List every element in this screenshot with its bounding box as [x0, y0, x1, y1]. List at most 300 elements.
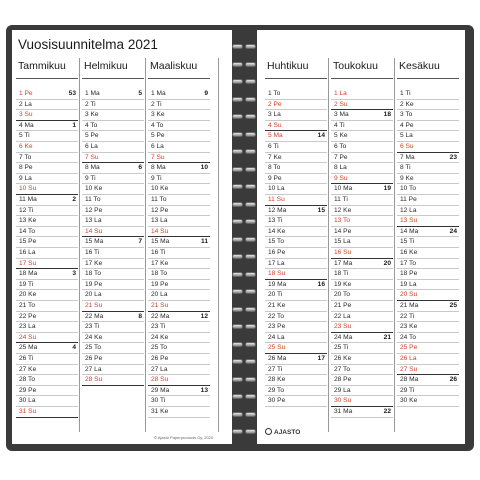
- day-row[interactable]: [397, 121, 459, 132]
- day-row[interactable]: [148, 110, 210, 121]
- day-label: 10 Ke: [151, 185, 169, 193]
- month-header-rule: [82, 78, 144, 79]
- day-label: 5 Ke: [334, 132, 348, 140]
- day-label: 4 Ma: [19, 121, 34, 129]
- day-label: 19 Pe: [151, 280, 169, 288]
- day-row[interactable]: [397, 248, 459, 259]
- day-row[interactable]: [82, 89, 144, 100]
- day-row[interactable]: [397, 195, 459, 206]
- day-row[interactable]: [16, 375, 78, 386]
- day-row[interactable]: [148, 375, 210, 386]
- day-row[interactable]: [331, 153, 393, 164]
- day-row[interactable]: [331, 396, 393, 407]
- day-row[interactable]: [265, 237, 327, 248]
- day-row[interactable]: [82, 375, 144, 386]
- day-row[interactable]: [397, 142, 459, 153]
- day-row[interactable]: [148, 153, 210, 164]
- day-row[interactable]: [16, 131, 78, 142]
- day-row[interactable]: [82, 163, 144, 174]
- day-row[interactable]: [265, 259, 327, 270]
- day-row[interactable]: [331, 195, 393, 206]
- day-label: 17 Ke: [85, 259, 103, 267]
- day-row[interactable]: [265, 396, 327, 407]
- day-row[interactable]: [331, 301, 393, 312]
- day-row[interactable]: [16, 195, 78, 206]
- day-label: 18 To: [151, 270, 168, 278]
- day-row[interactable]: [16, 184, 78, 195]
- day-row[interactable]: [16, 153, 78, 164]
- day-row[interactable]: [397, 343, 459, 354]
- day-label: 9 La: [19, 174, 32, 182]
- day-row[interactable]: [82, 100, 144, 111]
- day-label: 5 Pe: [151, 132, 165, 140]
- day-row[interactable]: [82, 131, 144, 142]
- day-label: 24 Ke: [85, 333, 103, 341]
- day-label: 19 La: [400, 280, 417, 288]
- day-row[interactable]: [16, 216, 78, 227]
- day-label: 11 Pe: [400, 196, 417, 203]
- day-row[interactable]: [82, 110, 144, 121]
- day-row[interactable]: [16, 322, 78, 333]
- day-row[interactable]: [148, 121, 210, 132]
- day-row[interactable]: [265, 333, 327, 344]
- day-label: 3 Su: [19, 111, 33, 119]
- day-label: 28 Ke: [268, 376, 286, 384]
- day-label: 26 Pe: [151, 355, 169, 362]
- spiral-ring: [232, 219, 257, 224]
- day-label: 20 La: [151, 291, 168, 299]
- day-row[interactable]: [148, 322, 210, 333]
- day-row[interactable]: [82, 290, 144, 301]
- day-row[interactable]: [16, 280, 78, 291]
- day-row[interactable]: [331, 142, 393, 153]
- day-row[interactable]: [331, 259, 393, 270]
- day-label: 3 Ma: [334, 111, 349, 119]
- day-row[interactable]: [265, 386, 327, 397]
- day-label: 4 Pe: [400, 121, 414, 129]
- day-row[interactable]: [82, 269, 144, 280]
- day-label: 18 Ma: [19, 270, 38, 278]
- day-label: 6 Ti: [268, 143, 279, 150]
- day-label: 5 Ti: [19, 132, 30, 140]
- day-row[interactable]: [16, 142, 78, 153]
- day-label: 22 La: [334, 312, 351, 320]
- day-label: 24 Su: [19, 333, 37, 341]
- day-label: 28 Su: [85, 376, 103, 384]
- day-row[interactable]: [82, 184, 144, 195]
- day-row[interactable]: [82, 322, 144, 333]
- day-label: 17 Su: [19, 259, 37, 267]
- day-row[interactable]: [16, 269, 78, 280]
- day-row[interactable]: [265, 269, 327, 280]
- spiral-ring: [232, 394, 257, 399]
- day-row[interactable]: [397, 153, 459, 164]
- day-row[interactable]: [148, 174, 210, 185]
- month-name: Toukokuu: [333, 60, 378, 72]
- day-label: 28 Ma: [400, 376, 419, 384]
- day-label: 23 Su: [334, 323, 352, 331]
- day-row[interactable]: [265, 89, 327, 100]
- day-row[interactable]: [397, 333, 459, 344]
- day-row[interactable]: [82, 237, 144, 248]
- day-row[interactable]: [331, 343, 393, 354]
- day-label: 10 To: [400, 185, 417, 193]
- day-row[interactable]: [397, 386, 459, 397]
- day-row[interactable]: [331, 227, 393, 238]
- day-label: 23 Ti: [151, 323, 166, 331]
- day-row[interactable]: [148, 290, 210, 301]
- week-number: 24: [449, 227, 457, 235]
- day-row[interactable]: [331, 184, 393, 195]
- day-row[interactable]: [148, 100, 210, 111]
- day-row[interactable]: [331, 269, 393, 280]
- day-row[interactable]: [397, 290, 459, 301]
- day-label: 22 Ti: [400, 312, 415, 320]
- day-row[interactable]: [16, 354, 78, 365]
- day-label: 11 Ti: [334, 196, 348, 203]
- day-row[interactable]: [331, 89, 393, 100]
- day-label: 4 To: [151, 121, 164, 129]
- day-row[interactable]: [265, 195, 327, 206]
- day-row[interactable]: [148, 195, 210, 206]
- day-label: 23 Pe: [268, 323, 286, 331]
- day-label: 8 Ma: [85, 164, 100, 172]
- spiral-ring: [232, 412, 257, 417]
- day-row[interactable]: [331, 206, 393, 217]
- day-label: 31 Ke: [151, 408, 169, 415]
- day-row[interactable]: [265, 184, 327, 195]
- day-label: 15 La: [334, 238, 351, 246]
- day-row[interactable]: [82, 280, 144, 291]
- day-label: 29 Pe: [19, 386, 37, 394]
- day-row[interactable]: [265, 131, 327, 142]
- day-row[interactable]: [82, 153, 144, 164]
- day-label: 20 Ke: [19, 291, 37, 299]
- day-row[interactable]: [16, 163, 78, 174]
- day-label: 21 Pe: [334, 302, 352, 309]
- day-row[interactable]: [331, 110, 393, 121]
- day-row[interactable]: [16, 100, 78, 111]
- day-label: 6 La: [85, 143, 98, 150]
- day-row[interactable]: [397, 375, 459, 386]
- day-label: 25 To: [151, 344, 168, 352]
- day-row[interactable]: [397, 163, 459, 174]
- day-row[interactable]: [331, 407, 393, 418]
- day-label: 21 Ma: [400, 302, 419, 309]
- day-row[interactable]: [16, 237, 78, 248]
- day-row[interactable]: [16, 301, 78, 312]
- day-row[interactable]: [82, 259, 144, 270]
- day-row[interactable]: [265, 354, 327, 365]
- day-row[interactable]: [397, 354, 459, 365]
- day-row[interactable]: [148, 131, 210, 142]
- day-row[interactable]: [16, 396, 78, 407]
- day-row[interactable]: [265, 365, 327, 376]
- day-row[interactable]: [82, 227, 144, 238]
- spiral-ring: [232, 79, 257, 84]
- day-row[interactable]: [82, 121, 144, 132]
- day-row[interactable]: [148, 89, 210, 100]
- day-row[interactable]: [331, 365, 393, 376]
- day-row[interactable]: [397, 227, 459, 238]
- day-label: 23 La: [19, 323, 36, 331]
- day-label: 26 Ti: [19, 355, 34, 362]
- day-label: 8 To: [268, 164, 281, 172]
- day-label: 2 Pe: [268, 100, 282, 108]
- day-row[interactable]: [16, 206, 78, 217]
- day-label: 9 Su: [334, 174, 348, 182]
- day-row[interactable]: [331, 322, 393, 333]
- day-row[interactable]: [331, 312, 393, 323]
- day-row[interactable]: [82, 142, 144, 153]
- day-row[interactable]: [265, 110, 327, 121]
- day-row[interactable]: [16, 386, 78, 397]
- day-row[interactable]: [82, 312, 144, 323]
- day-row[interactable]: [16, 365, 78, 376]
- day-row[interactable]: [16, 89, 78, 100]
- day-row[interactable]: [331, 280, 393, 291]
- day-row[interactable]: [331, 290, 393, 301]
- day-row[interactable]: [148, 354, 210, 365]
- spiral-ring: [232, 114, 257, 119]
- day-label: 1 La: [334, 90, 347, 97]
- day-row[interactable]: [16, 248, 78, 259]
- day-row[interactable]: [16, 121, 78, 132]
- week-number: 12: [200, 312, 208, 320]
- left-page: [12, 30, 232, 444]
- day-row[interactable]: [397, 184, 459, 195]
- day-row[interactable]: [397, 216, 459, 227]
- day-row[interactable]: [16, 110, 78, 121]
- day-row[interactable]: [331, 121, 393, 132]
- day-row[interactable]: [16, 343, 78, 354]
- ajasto-logo-icon: [265, 428, 272, 435]
- day-row[interactable]: [265, 343, 327, 354]
- day-row[interactable]: [265, 301, 327, 312]
- day-row[interactable]: [148, 386, 210, 397]
- day-row[interactable]: [265, 163, 327, 174]
- day-row[interactable]: [148, 142, 210, 153]
- day-label: 15 Ma: [85, 238, 104, 246]
- day-row[interactable]: [397, 365, 459, 376]
- month-header-rule: [265, 78, 327, 79]
- day-row[interactable]: [331, 248, 393, 259]
- day-row[interactable]: [265, 121, 327, 132]
- spiral-binding: [232, 30, 257, 444]
- day-row[interactable]: [148, 280, 210, 291]
- day-row[interactable]: [148, 248, 210, 259]
- day-label: 18 Pe: [400, 270, 418, 278]
- day-row[interactable]: [82, 333, 144, 344]
- day-row[interactable]: [397, 206, 459, 217]
- day-row[interactable]: [148, 259, 210, 270]
- day-row[interactable]: [331, 386, 393, 397]
- day-label: 19 Pe: [85, 280, 103, 288]
- day-label: 25 Pe: [400, 344, 418, 352]
- day-row[interactable]: [265, 227, 327, 238]
- day-label: 16 Ti: [85, 249, 100, 256]
- day-label: 7 Ke: [268, 153, 282, 161]
- day-row[interactable]: [397, 322, 459, 333]
- day-row[interactable]: [331, 354, 393, 365]
- day-row[interactable]: [397, 312, 459, 323]
- spiral-ring: [232, 342, 257, 347]
- day-label: 14 To: [19, 227, 36, 235]
- day-row[interactable]: [16, 407, 78, 418]
- day-row[interactable]: [148, 343, 210, 354]
- day-row[interactable]: [16, 333, 78, 344]
- day-label: 20 La: [85, 291, 102, 299]
- day-label: 27 Su: [400, 365, 418, 373]
- day-row[interactable]: [82, 174, 144, 185]
- day-label: 31 Ma: [334, 408, 353, 415]
- day-row[interactable]: [397, 100, 459, 111]
- day-label: 8 Ma: [151, 164, 166, 172]
- day-label: 10 Ma: [334, 185, 353, 193]
- day-row[interactable]: [265, 312, 327, 323]
- day-label: 3 La: [268, 111, 281, 119]
- week-number: 8: [138, 312, 142, 320]
- week-number: 13: [200, 386, 208, 394]
- day-row[interactable]: [148, 184, 210, 195]
- day-row[interactable]: [148, 312, 210, 323]
- day-row[interactable]: [148, 206, 210, 217]
- day-label: 25 Su: [268, 344, 286, 352]
- day-row[interactable]: [397, 396, 459, 407]
- day-row[interactable]: [82, 248, 144, 259]
- day-label: 25 Ti: [334, 344, 349, 352]
- week-number: 17: [317, 355, 325, 362]
- day-row[interactable]: [265, 142, 327, 153]
- day-row[interactable]: [331, 131, 393, 142]
- day-row[interactable]: [148, 301, 210, 312]
- day-label: 13 La: [151, 217, 168, 225]
- spiral-ring: [232, 184, 257, 189]
- day-row[interactable]: [331, 333, 393, 344]
- day-row[interactable]: [331, 174, 393, 185]
- day-label: 12 Pe: [151, 206, 169, 214]
- day-label: 29 Ti: [400, 386, 415, 394]
- day-row[interactable]: [397, 269, 459, 280]
- day-label: 5 Pe: [85, 132, 99, 140]
- week-number: 7: [138, 238, 142, 246]
- day-row[interactable]: [16, 259, 78, 270]
- day-label: 21 Ke: [268, 302, 286, 309]
- day-row[interactable]: [148, 365, 210, 376]
- day-row[interactable]: [331, 100, 393, 111]
- week-number: 20: [383, 259, 391, 267]
- day-label: 16 Su: [334, 249, 352, 256]
- day-row[interactable]: [148, 227, 210, 238]
- day-label: 13 Ti: [268, 217, 283, 225]
- day-row[interactable]: [148, 163, 210, 174]
- day-label: 20 Ti: [268, 291, 283, 299]
- month-name: Huhtikuu: [267, 60, 309, 72]
- day-row[interactable]: [397, 110, 459, 121]
- day-label: 14 Ma: [400, 227, 419, 235]
- day-row[interactable]: [148, 396, 210, 407]
- day-label: 19 Ti: [19, 280, 34, 288]
- week-number: 18: [383, 111, 391, 119]
- day-row[interactable]: [82, 365, 144, 376]
- spiral-ring: [232, 62, 257, 67]
- day-row[interactable]: [397, 259, 459, 270]
- day-label: 7 Su: [85, 153, 99, 161]
- day-row[interactable]: [82, 343, 144, 354]
- month-name: Kesäkuu: [399, 60, 440, 72]
- spiral-ring: [232, 44, 257, 49]
- day-row[interactable]: [265, 174, 327, 185]
- day-row[interactable]: [265, 322, 327, 333]
- day-row[interactable]: [82, 301, 144, 312]
- day-row[interactable]: [265, 216, 327, 227]
- day-label: 22 Ma: [85, 312, 104, 320]
- spiral-ring: [232, 307, 257, 312]
- day-row[interactable]: [148, 237, 210, 248]
- day-row[interactable]: [265, 290, 327, 301]
- day-row[interactable]: [82, 206, 144, 217]
- day-row[interactable]: [265, 100, 327, 111]
- day-row[interactable]: [331, 237, 393, 248]
- day-row[interactable]: [148, 269, 210, 280]
- day-label: 27 Ke: [19, 365, 37, 373]
- day-row[interactable]: [397, 174, 459, 185]
- day-label: 10 Ke: [85, 185, 103, 193]
- day-row[interactable]: [331, 375, 393, 386]
- day-row[interactable]: [397, 89, 459, 100]
- day-label: 30 Su: [334, 397, 352, 405]
- day-row[interactable]: [148, 407, 210, 418]
- day-row[interactable]: [397, 280, 459, 291]
- spiral-ring: [232, 202, 257, 207]
- day-row[interactable]: [265, 206, 327, 217]
- day-label: 10 La: [268, 185, 285, 193]
- day-label: 25 To: [85, 344, 102, 352]
- day-row[interactable]: [397, 301, 459, 312]
- day-label: 5 Ma: [268, 132, 283, 140]
- spiral-ring: [232, 289, 257, 294]
- day-label: 1 Ma: [151, 90, 166, 97]
- day-label: 18 Ti: [334, 270, 349, 278]
- day-label: 8 Ti: [400, 164, 411, 172]
- day-row[interactable]: [331, 163, 393, 174]
- day-label: 2 Ke: [400, 100, 414, 108]
- day-row[interactable]: [148, 216, 210, 227]
- month-name: Tammikuu: [18, 60, 66, 72]
- day-label: 13 Su: [400, 217, 418, 225]
- day-row[interactable]: [397, 237, 459, 248]
- day-row[interactable]: [331, 216, 393, 227]
- day-row[interactable]: [148, 333, 210, 344]
- day-row[interactable]: [265, 248, 327, 259]
- day-label: 20 Su: [400, 291, 418, 299]
- day-row[interactable]: [82, 195, 144, 206]
- day-row[interactable]: [82, 216, 144, 227]
- day-row[interactable]: [16, 312, 78, 323]
- spiral-ring: [232, 132, 257, 137]
- day-row[interactable]: [16, 290, 78, 301]
- day-label: 17 To: [400, 259, 417, 267]
- day-row[interactable]: [82, 354, 144, 365]
- day-row[interactable]: [265, 153, 327, 164]
- day-label: 2 Ti: [85, 100, 96, 108]
- day-row[interactable]: [265, 280, 327, 291]
- day-row[interactable]: [265, 375, 327, 386]
- day-row[interactable]: [16, 174, 78, 185]
- day-row[interactable]: [16, 227, 78, 238]
- day-label: 17 La: [268, 259, 285, 267]
- day-row[interactable]: [397, 131, 459, 142]
